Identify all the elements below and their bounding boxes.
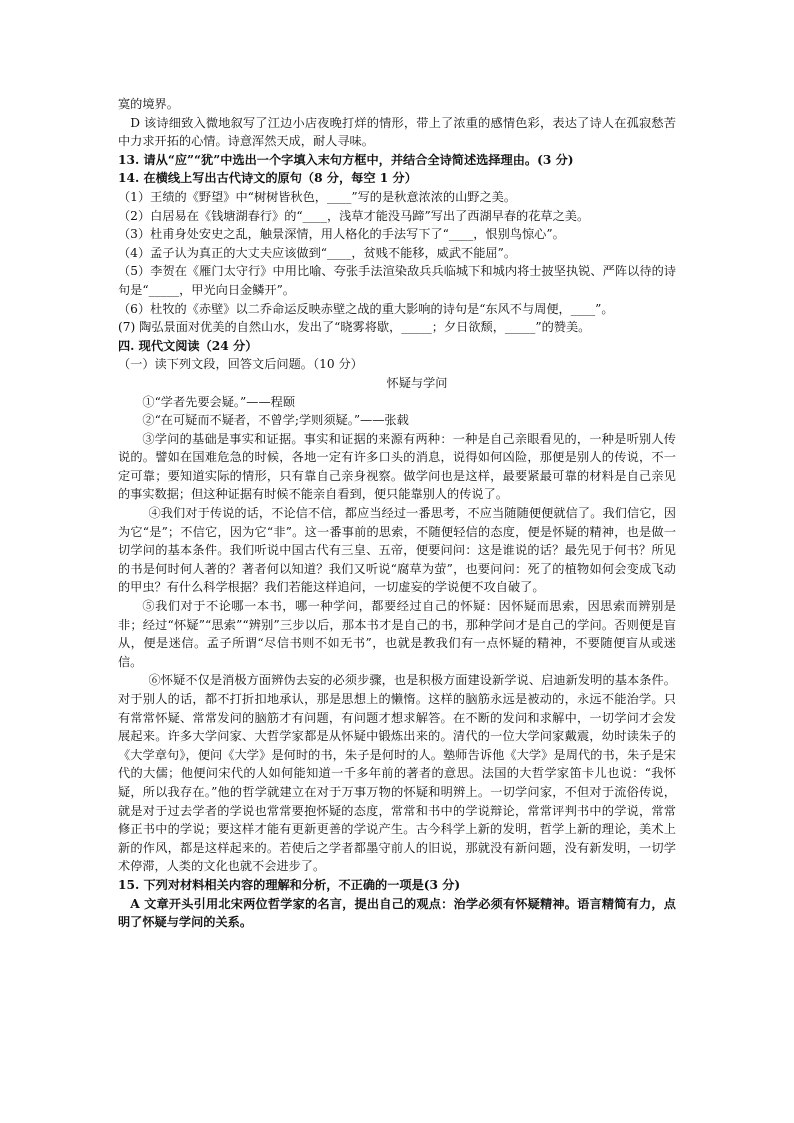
question-13: 13. 请从“应”“犹”中选出一个字填入末句方框中，并结合全诗简述选择理由。(3 分) — [118, 152, 574, 167]
question-14-item-6: （6）杜牧的《赤壁》以二乔命运反映赤壁之战的重大影响的诗句是“东风不与周便，____”。 — [118, 301, 614, 316]
paragraph-2: ②“在可疑而不疑者，不曾学;学则须疑。”——张载 — [142, 413, 409, 428]
article-title: 怀疑与学问 — [386, 375, 448, 390]
question-15-option-a: A 文章开头引用北宋两位哲学家的名言，提出自己的观点：治学必须有怀疑精神。语言精简有力，点明了怀疑与学问的关系。 — [118, 896, 676, 930]
question-14-item-4: （4）孟子认为真正的大丈夫应该做到“____，贫贱不能移，威武不能屈”。 — [118, 245, 517, 260]
page-content — [118, 95, 676, 932]
paragraph-3: ③学问的基础是事实和证据。事实和证据的来源有两种：一种是自己亲眼看见的，一种是听别人传说的。譬如在国难危急的时候，各地一定有许多口头的消息，说得如何凶险，那便是别人的传说，不一定可靠；要知道实际的情形，只有靠自己亲身视察。做学问也是这样，最要紧最可靠的材料是自己亲见的事实数据；但这种证据有时候不能亲自看到，便只能靠别人的传说了。 — [118, 431, 676, 502]
question-14-item-5: （5）李贺在《雁门太守行》中用比喻、夸张手法渲染敌兵兵临城下和城内将士披坚执锐、严阵以待的诗句是“_____，甲光向日金鳞开”。 — [118, 264, 676, 297]
option-d: D 该诗细致入微地叙写了江边小店夜晚打烊的情形，带上了浓重的感情色彩，表达了诗人在孤寂愁苦中力求开拓的心情。诗意浑然天成，耐人寻味。 — [118, 115, 676, 149]
paragraph-1: ①“学者先要会疑。”——程颐 — [142, 394, 296, 409]
question-14-item-1: （1）王绩的《野望》中“树树皆秋色，____”写的是秋意浓浓的山野之美。 — [118, 189, 517, 204]
question-14-item-2: （2）白居易在《钱塘湖春行》的“____，浅草才能没马蹄”写出了西湖早春的花草之美。 — [118, 208, 590, 223]
question-14: 14. 在横线上写出古代诗文的原句（8 分，每空 1 分） — [118, 171, 417, 186]
question-14-item-3: （3）杜甫身处安史之乱，触景深情，用人格化的手法写下了“____，恨别鸟惊心”。 — [118, 227, 565, 242]
question-14-item-7: (7) 陶弘景面对优美的自然山水，发出了“晓雾将歇，_____；夕日欲颓，_____”的赞美。 — [118, 320, 591, 335]
text-line: 寞的境界。 — [118, 97, 179, 111]
paragraph-6: ⑥怀疑不仅是消极方面辨伪去妄的必须步骤，也是积极方面建设新学说、启迪新发明的基本条件。对于别人的话，都不打折扣地承认，那是思想上的懒惰。这样的脑筋永远是被动的，永远不能治学。只有常常怀疑、常常发问的脑筋才有问题，有问题才想求解答。在不断的发问和求解中，一切学问才会发展起来。许多大学问家、大哲学家都是从怀疑中锻炼出来的。清代的一位大学问家戴震，幼时读朱子的《大学章句》，便问《大学》是何时的书，朱子是何时的人。塾师告诉他《大学》是周代的书，朱子是宋代的大儒；他便问宋代的人如何能知道一千多年前的著者的意思。法国的大哲学家笛卡儿也说：“我怀疑，所以我存在。”他的哲学就建立在对于万事万物的怀疑和明辨上。一切学问家，不但对于流俗传说，就是对于过去学者的学说也常常要抱怀疑的态度，常常和书中的学说辩论，常常评判书中的学说，常常修正书中的学说；要这样才能有更新更善的学说产生。古今科学上新的发明，哲学上新的理论，美术上新的作风，都是这样起来的。若使后之学者都墨守前人的旧说，那就没有新问题，没有新发明，一切学术停滞，人类的文化也就不会进步了。 — [118, 673, 676, 874]
paragraph-5: ⑤我们对于不论哪一本书，哪一种学问，都要经过自己的怀疑：因怀疑而思索，因思索而辨别是非；经过“怀疑”“思索”“辨别”三步以后，那本书才是自己的书，那种学问才是自己的学问。否则便是盲从，便是迷信。孟子所谓“尽信书则不如无书”，也就是教我们有一点怀疑的精神，不要随便盲从或迷信。 — [118, 599, 676, 669]
section-4-heading: 四. 现代文阅读（24 分） — [118, 338, 258, 353]
question-15: 15. 下列对材料相关内容的理解和分析，不正确的一项是(3 分) — [118, 877, 461, 892]
section-4-1-heading: （一）读下列文段，回答文后问题。（10 分） — [118, 357, 363, 372]
paragraph-4: ④我们对于传说的话，不论信不信，都应当经过一番思考，不应当随随便便就信了。我们信它，因为它“是”；不信它，因为它“非”。这一番事前的思索，不随便轻信的态度，便是怀疑的精神，也是做一切学问的基本条件。我们听说中国古代有三皇、五帝，便要问问：这是谁说的话？最先见于何书？所见的书是何时何人著的？著者何以知道？我们又听说“腐草为萤”，也要问问：死了的植物如何会变成飞动的甲虫？有什么科学根据？我们若能这样追问，一切虚妄的学说便不攻自破了。 — [118, 506, 676, 595]
